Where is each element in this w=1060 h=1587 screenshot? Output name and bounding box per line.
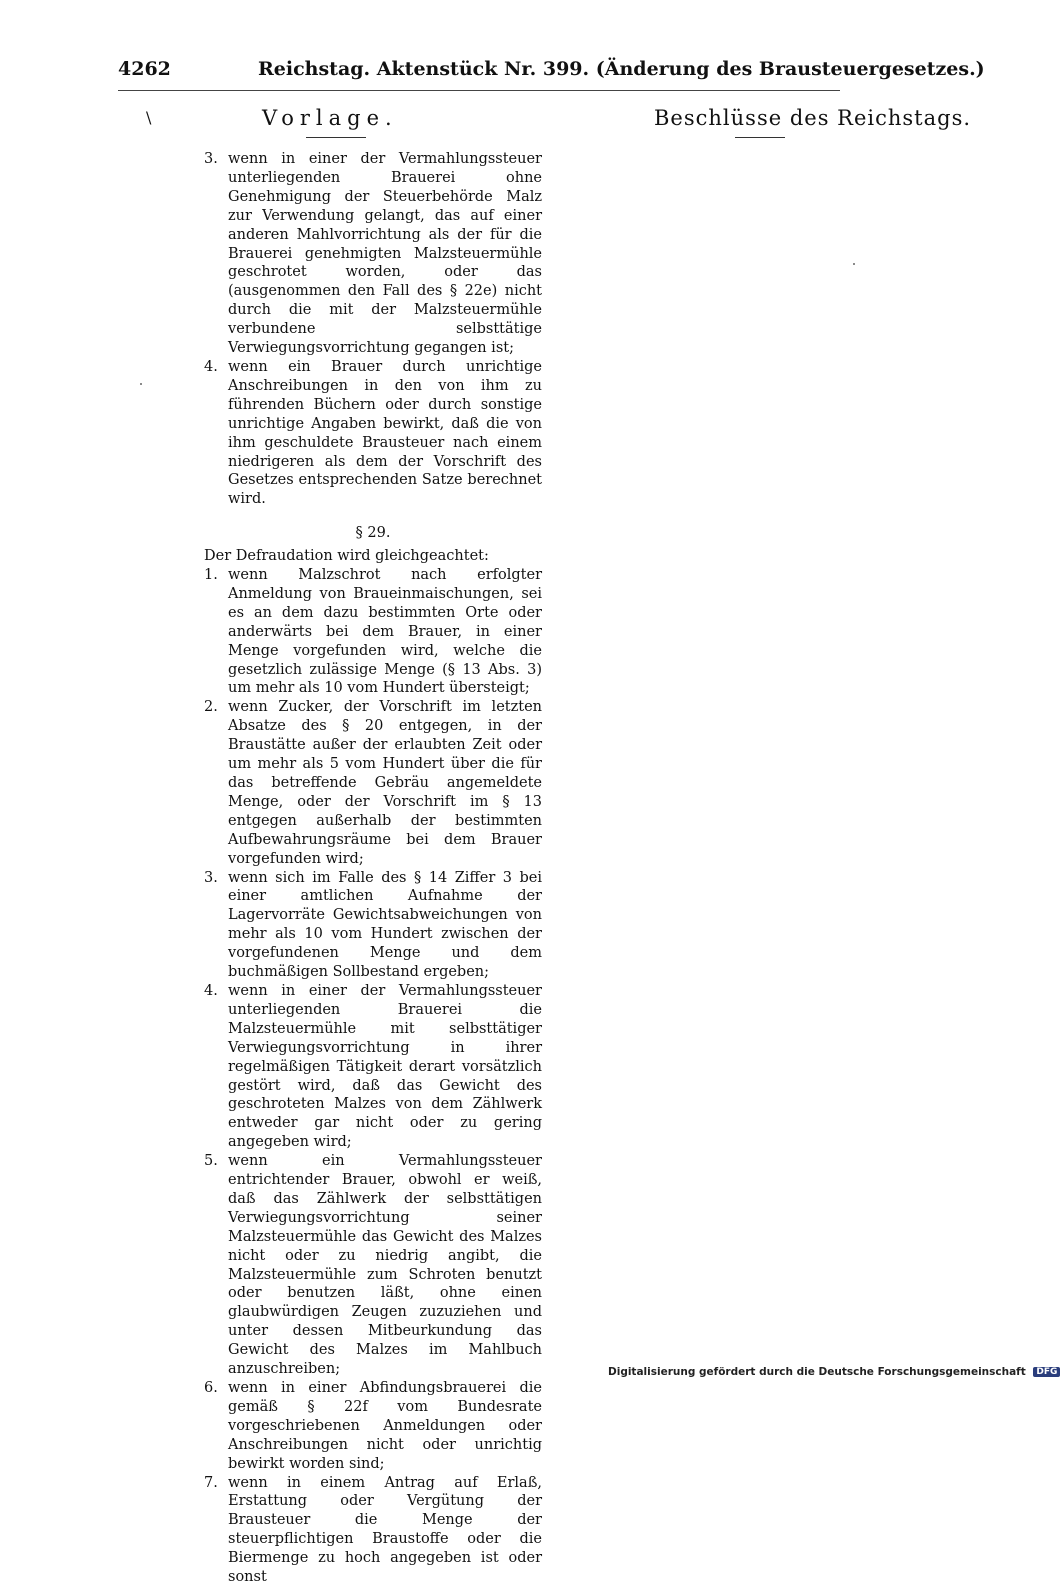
speck <box>140 383 142 385</box>
list-item <box>204 982 542 1152</box>
right-column-heading: Beschlüsse des Reichstags. <box>654 106 972 130</box>
speck <box>853 263 855 265</box>
item-number: 6. <box>204 1380 218 1396</box>
header-rule <box>118 90 840 91</box>
list-item <box>204 698 542 868</box>
list-item <box>204 150 542 358</box>
item-text: wenn in einer Abfindungsbrauerei die gemäß § 22f vom Bundesrate vorgeschriebenen Anmeldungen oder Anschreibungen nicht oder unrichtig bewirkt worden sind; <box>228 1380 542 1472</box>
item-text: wenn in einer der Vermahlungssteuer unterliegenden Brauerei ohne Genehmigung der Steuerbehörde Malz zur Verwendung gelangt, das auf einer anderen Mahlvorrichtung als der für die Brauerei genehmigten Malzsteuermühle geschrotet worden, oder das (ausgenommen den Fall des § 22e) nicht durch die mit der Malzsteuermühle verbundene selbsttätige Verwiegungsvorrichtung gegangen ist; <box>228 151 542 357</box>
item-text: wenn in einer der Vermahlungssteuer unterliegenden Brauerei die Malzsteuermühle mit selbsttätiger Verwiegungsvorrichtung in ihrer regelmäßigen Tätigkeit derart vorsätzlich gestört wird, daß das Gewicht des geschroteten Malzes von dem Zählwerk entweder gar nicht oder zu gering angegeben wird; <box>228 982 542 1151</box>
item-number: 5. <box>204 1153 218 1170</box>
list-item <box>204 869 542 982</box>
credit-text: Digitalisierung gefördert durch die Deutsche Forschungsgemeinschaft <box>608 1366 1026 1378</box>
left-column-heading: Vorlage. <box>262 106 398 130</box>
stray-mark: \ <box>146 108 152 127</box>
dfg-logo: DFG <box>1033 1367 1060 1377</box>
item-number: 4. <box>204 982 218 999</box>
section-heading: § 29. <box>355 525 391 542</box>
item-text: wenn ein Brauer durch unrichtige Anschreibungen in den von ihm zu führenden Büchern oder durch sonstige unrichtige Angaben bewirkt, daß die von ihm geschuldete Brausteuer nach einem niedrigeren als dem der Vorschrift des Gesetzes entsprechenden Satze berechnet wird. <box>228 358 542 508</box>
list-item <box>204 1152 542 1379</box>
item-text: wenn Malzschrot nach erfolgter Anmeldung von Braueinmaischungen, sei es an dem dazu bestimmten Orte oder anderwärts bei dem Brauer, in einer Menge vorgefunden wird, welche die gesetzlich zulässige Menge (§ 13 Abs. 3) um mehr als 10 vom Hundert übersteigt; <box>228 567 542 697</box>
item-text: wenn in einem Antrag auf Erlaß, Erstattung oder Vergütung der Brausteuer die Menge der steuerpflichtigen Braustoffe oder die Biermenge zu hoch angegeben ist oder sonst <box>228 1474 542 1586</box>
page-header <box>118 58 985 88</box>
section-intro: Der Defraudation wird gleichgeachtet: <box>204 548 489 565</box>
left-column-body <box>204 150 542 1587</box>
item-text: wenn Zucker, der Vorschrift im letzten Absatze des § 20 entgegen, in der Braustätte außer der erlaubten Zeit oder um mehr als 5 vom Hundert über die für das betreffende Gebräu angemeldete Menge, oder der Vorschrift im § 13 entgegen außerhalb der bestimmten Aufbewahrungsräume bei dem Brauer vorgefunden wird; <box>228 699 542 867</box>
list-item <box>204 566 542 698</box>
page-number: 4262 <box>118 58 171 80</box>
right-heading-rule <box>735 137 785 138</box>
running-title: Reichstag. Aktenstück Nr. 399. (Änderung des Brausteuergesetzes.) <box>258 58 985 80</box>
item-text: wenn sich im Falle des § 14 Ziffer 3 bei einer amtlichen Aufnahme der Lagervorräte Gewichtsabweichungen von mehr als 10 vom Hundert zwischen der vorgefundenen Menge und dem buchmäßigen Sollbestand ergeben; <box>228 869 542 981</box>
item-number: 1. <box>204 567 218 584</box>
list-item <box>204 358 542 509</box>
left-heading-rule <box>306 137 366 138</box>
list-item <box>204 1379 542 1474</box>
list-item <box>204 1474 542 1587</box>
item-number: 7. <box>204 1474 218 1491</box>
item-number: 2. <box>204 699 218 716</box>
item-number: 3. <box>204 869 218 886</box>
item-text: wenn ein Vermahlungssteuer entrichtender Brauer, obwohl er weiß, daß das Zählwerk der selbsttätigen Verwiegungsvorrichtung seiner Malzsteuermühle das Gewicht des Malzes nicht oder zu niedrig angibt, die Malzsteuermühle zum Schroten benutzt oder benutzen läßt, ohne einen glaubwürdigen Zeugen zuzuziehen und unter dessen Mitbeurkundung das Gewicht des Malzes im Mahlbuch anzuschreiben; <box>228 1153 542 1378</box>
digitization-credit <box>608 1366 1058 1380</box>
item-number: 3. <box>204 151 218 167</box>
item-number: 4. <box>204 358 218 375</box>
